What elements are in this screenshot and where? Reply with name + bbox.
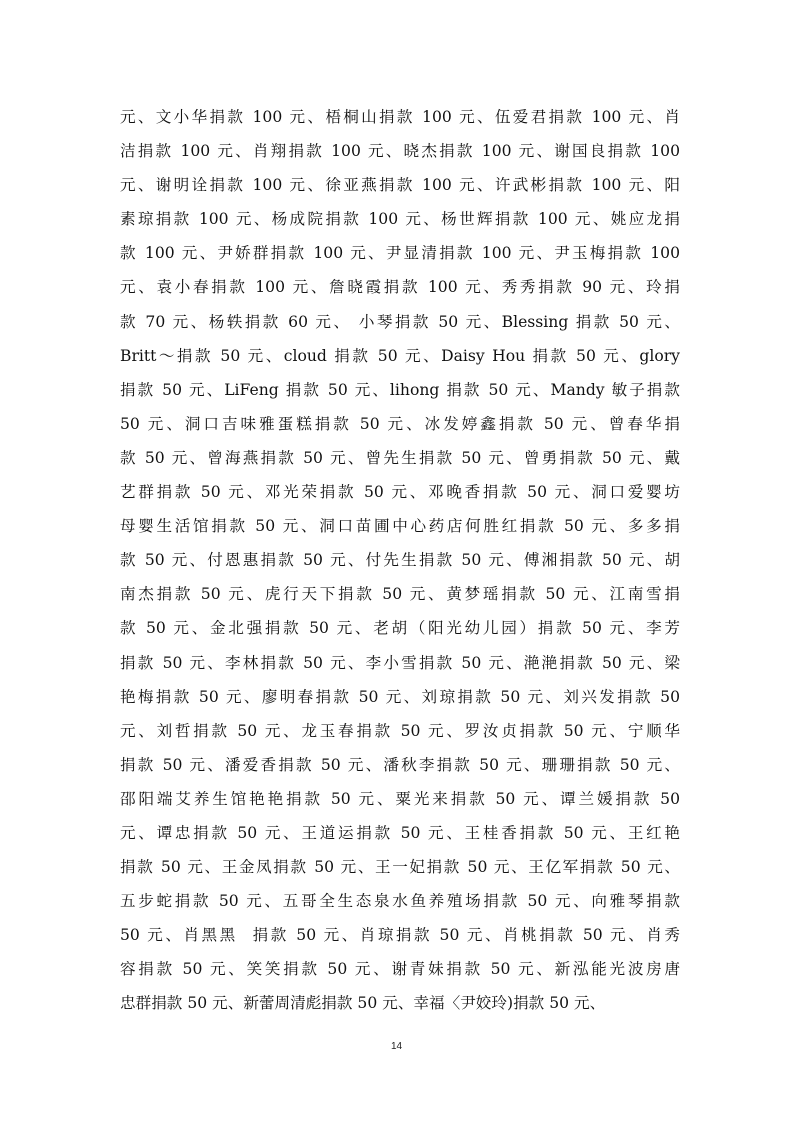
text-line-22: 元、谭忠捐款 50 元、王道运捐款 50 元、王桂香捐款 50 元、王红艳	[120, 823, 680, 842]
text-line-24: 五步蛇捐款 50 元、五哥全生态泉水鱼养殖场捐款 50 元、向雅琴捐款	[120, 892, 680, 911]
text-line-5: 款 100 元、尹娇群捐款 100 元、尹显清捐款 100 元、尹玉梅捐款 100	[120, 244, 680, 263]
text-line-14: 款 50 元、付恩惠捐款 50 元、付先生捐款 50 元、傅湘捐款 50 元、胡	[120, 551, 680, 570]
text-line-4: 素琼捐款 100 元、杨成院捐款 100 元、杨世辉捐款 100 元、姚应龙捐	[120, 210, 680, 229]
text-line-16: 款 50 元、金北强捐款 50 元、老胡（阳光幼儿园）捐款 50 元、李芳	[120, 619, 680, 638]
text-line-8: Britt～捐款 50 元、cloud 捐款 50 元、Daisy Hou 捐款 50 元、glory	[120, 346, 680, 365]
text-line-1: 元、文小华捐款 100 元、梧桐山捐款 100 元、伍爱君捐款 100 元、肖	[120, 108, 680, 126]
text-line-26: 容捐款 50 元、笑笑捐款 50 元、谢青妹捐款 50 元、新泓能光波房唐	[120, 960, 680, 979]
text-line-23: 捐款 50 元、王金凤捐款 50 元、王一妃捐款 50 元、王亿军捐款 50 元、	[120, 858, 680, 877]
text-line-18: 艳梅捐款 50 元、廖明春捐款 50 元、刘琼捐款 50 元、刘兴发捐款 50	[120, 687, 680, 706]
text-line-15: 南杰捐款 50 元、虎行天下捐款 50 元、黄梦瑶捐款 50 元、江南雪捐	[120, 585, 680, 604]
text-line-6: 元、袁小春捐款 100 元、詹晓霞捐款 100 元、秀秀捐款 90 元、玲捐	[120, 278, 680, 297]
text-line-9: 捐款 50 元、LiFeng 捐款 50 元、lihong 捐款 50 元、Mandy 敏子捐款	[120, 380, 680, 399]
text-line-19: 元、刘哲捐款 50 元、龙玉春捐款 50 元、罗汝贞捐款 50 元、宁顺华	[120, 721, 680, 740]
text-line-20: 捐款 50 元、潘爱香捐款 50 元、潘秋李捐款 50 元、珊珊捐款 50 元、	[120, 755, 680, 774]
text-line-3: 元、谢明诠捐款 100 元、徐亚燕捐款 100 元、许武彬捐款 100 元、阳	[120, 176, 680, 195]
text-line-10: 50 元、洞口吉味雅蛋糕捐款 50 元、冰发婷鑫捐款 50 元、曾春华捐	[120, 414, 680, 433]
page-number: 14	[390, 1041, 403, 1052]
text-line-27: 忠群捐款 50 元、新蕾周清彪捐款 50 元、幸福〈尹姣玲)捐款 50 元、	[120, 994, 606, 1013]
text-line-21: 邵阳端艾养生馆艳艳捐款 50 元、粟光来捐款 50 元、谭兰媛捐款 50	[120, 789, 680, 808]
text-line-2: 洁捐款 100 元、肖翔捐款 100 元、晓杰捐款 100 元、谢国良捐款 100	[120, 142, 680, 161]
text-line-25: 50 元、肖黑黑 捐款 50 元、肖琼捐款 50 元、肖桃捐款 50 元、肖秀	[120, 926, 680, 945]
text-line-7: 款 70 元、杨轶捐款 60 元、 小琴捐款 50 元、Blessing 捐款 50 元、	[120, 312, 680, 331]
text-line-12: 艺群捐款 50 元、邓光荣捐款 50 元、邓晚香捐款 50 元、洞口爱婴坊	[120, 483, 680, 502]
donation-list-text	[120, 100, 680, 1021]
text-line-11: 款 50 元、曾海燕捐款 50 元、曾先生捐款 50 元、曾勇捐款 50 元、戴	[120, 448, 680, 467]
text-line-17: 捐款 50 元、李林捐款 50 元、李小雪捐款 50 元、滟滟捐款 50 元、梁	[120, 653, 680, 672]
text-line-13: 母婴生活馆捐款 50 元、洞口苗圃中心药店何胜红捐款 50 元、多多捐	[120, 517, 680, 536]
